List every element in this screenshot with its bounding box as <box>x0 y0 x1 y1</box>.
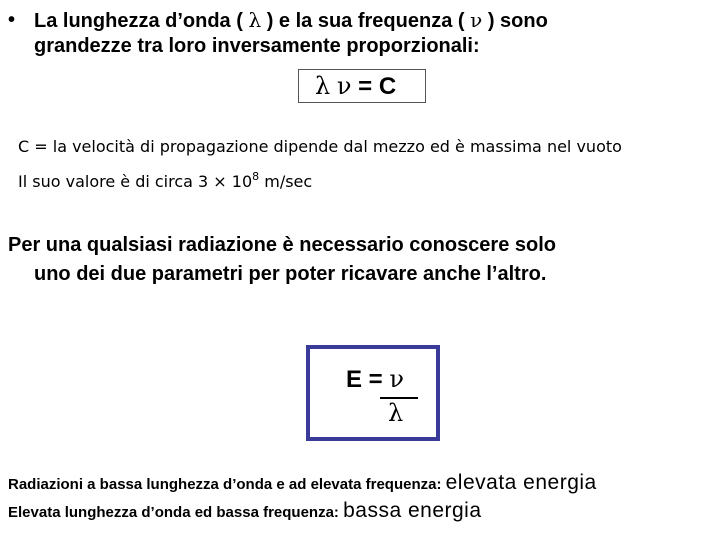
bullet-dot: • <box>8 9 16 31</box>
formula-lambda: λ <box>315 72 331 100</box>
bullet-line-2: grandezze tra loro inversamente proporzionali: <box>34 35 480 57</box>
speed-note: C = la velocità di propagazione dipende dal mezzo ed è massima nel vuoto <box>18 137 622 156</box>
bullet-statement <box>8 8 708 59</box>
nu-symbol: ν <box>470 8 483 32</box>
low-energy-label: bassa energia <box>343 499 482 522</box>
bullet-line-1: La lunghezza d’onda ( λ ) e la sua frequenza ( ν ) sono <box>34 8 548 32</box>
lambda-nu-formula-box <box>298 69 426 103</box>
paragraph-line-2: uno dei due parametri per poter ricavare anche l’altro. <box>34 263 547 285</box>
high-energy-line: Radiazioni a bassa lunghezza d’onda e ad elevata frequenza: elevata energia <box>8 471 597 494</box>
exponent: 8 <box>252 170 260 183</box>
energy-e: E <box>346 366 363 393</box>
formula-equals: = <box>351 73 379 100</box>
parameters-paragraph <box>8 231 708 289</box>
energy-nu: ν <box>389 365 404 393</box>
speed-value-note: Il suo valore è di circa $3 \times 10^8$ m/sec <box>18 170 313 191</box>
formula-nu: ν <box>336 72 352 100</box>
lambda-symbol: λ <box>248 8 262 32</box>
energy-lambda: λ <box>388 399 404 427</box>
high-energy-label: elevata energia <box>445 471 597 494</box>
low-energy-line: Elevata lunghezza d’onda ed bassa frequenza: bassa energia <box>8 499 482 522</box>
energy-formula-box <box>306 345 440 441</box>
formula-c: C <box>378 73 397 100</box>
paragraph-line-1: Per una qualsiasi radiazione è necessario conoscere solo <box>8 234 557 256</box>
energy-numerator-row: E = ν <box>346 365 404 393</box>
